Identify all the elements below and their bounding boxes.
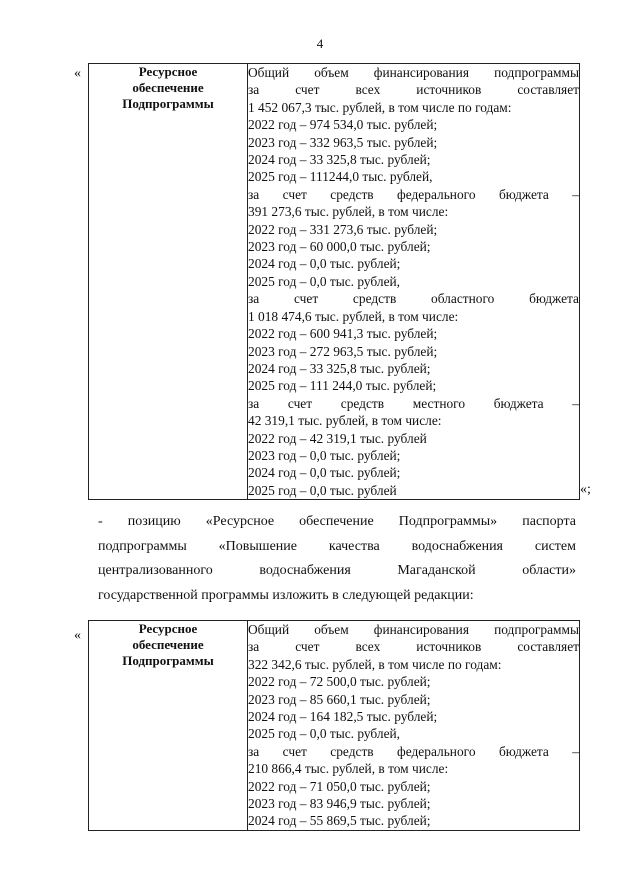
financing-line: 391 273,6 тыс. рублей, в том числе: — [248, 204, 449, 220]
financing-line: 2022 год – 600 941,3 тыс. рублей; — [248, 326, 438, 342]
opening-quote-1: « — [74, 66, 81, 81]
financing-line: 2024 год – 33 325,8 тыс. рублей; — [248, 360, 431, 376]
label-line: Подпрограммы — [122, 653, 214, 668]
financing-line: 2024 год – 55 869,5 тыс. рублей; — [248, 813, 431, 829]
amendment-paragraph — [98, 510, 576, 608]
closing-quote-1: «; — [580, 482, 591, 497]
financing-line: Общий объем финансирования подпрограммы — [248, 622, 579, 637]
financing-line: за счет средств федерального бюджета – — [248, 743, 579, 759]
financing-line: 2023 год – 332 963,5 тыс. рублей; — [248, 134, 438, 150]
financing-line: 2025 год – 0,0 тыс. рублей, — [248, 726, 401, 742]
financing-line: Общий объем финансирования подпрограммы — [248, 65, 579, 80]
financing-line: 2025 год – 0,0 тыс. рублей — [248, 482, 397, 498]
financing-line: 2024 год – 0,0 тыс. рублей; — [248, 465, 401, 481]
resource-table-old — [88, 63, 580, 500]
resource-label-cell — [89, 64, 248, 500]
financing-line: за счет средств местного бюджета – — [248, 395, 579, 411]
financing-line: 2024 год – 33 325,8 тыс. рублей; — [248, 152, 431, 168]
paragraph-line: подпрограммы «Повышение качества водоснабжения систем — [98, 538, 576, 554]
financing-line: 322 342,6 тыс. рублей, в том числе по годам: — [248, 656, 502, 672]
label-line: обеспечение — [132, 637, 204, 652]
resource-table-new — [88, 620, 580, 831]
resource-value-cell — [248, 621, 580, 831]
financing-line: 42 319,1 тыс. рублей, в том числе: — [248, 413, 442, 429]
financing-line: 210 866,4 тыс. рублей, в том числе: — [248, 761, 449, 777]
financing-line: 2025 год – 111244,0 тыс. рублей, — [248, 169, 433, 185]
opening-quote-2: « — [74, 628, 81, 643]
page-number: 4 — [316, 36, 324, 51]
financing-line: за счет средств областного бюджета — [248, 291, 579, 307]
label-line: Ресурсное — [138, 621, 198, 636]
paragraph-line: - позицию «Ресурсное обеспечение Подпрограммы» паспорта — [98, 514, 576, 529]
paragraph-line: централизованного водоснабжения Магаданской области» — [98, 563, 576, 579]
label-line: обеспечение — [132, 80, 204, 95]
financing-line: 2023 год – 272 963,5 тыс. рублей; — [248, 343, 438, 359]
financing-line: 2025 год – 111 244,0 тыс. рублей; — [248, 378, 437, 394]
financing-line: 2023 год – 60 000,0 тыс. рублей; — [248, 239, 431, 255]
financing-line: 2023 год – 0,0 тыс. рублей; — [248, 447, 401, 463]
financing-line: 2022 год – 331 273,6 тыс. рублей; — [248, 221, 438, 237]
financing-line: 2022 год – 72 500,0 тыс. рублей; — [248, 674, 431, 690]
financing-line: за счет всех источников составляет — [248, 82, 579, 98]
label-line: Ресурсное — [138, 64, 198, 79]
resource-value-cell — [248, 64, 580, 500]
financing-line: 2025 год – 0,0 тыс. рублей, — [248, 273, 401, 289]
financing-line: за счет средств федерального бюджета – — [248, 186, 579, 202]
financing-line: 2023 год – 85 660,1 тыс. рублей; — [248, 691, 431, 707]
financing-line: 2022 год – 71 050,0 тыс. рублей; — [248, 778, 431, 794]
financing-line: 2024 год – 164 182,5 тыс. рублей; — [248, 709, 438, 725]
financing-line: 2024 год – 0,0 тыс. рублей; — [248, 256, 401, 272]
financing-line: 2023 год – 83 946,9 тыс. рублей; — [248, 796, 431, 812]
resource-label-cell — [89, 621, 248, 831]
label-line: Подпрограммы — [122, 96, 214, 111]
paragraph-line: государственной программы изложить в следующей редакции: — [98, 587, 474, 603]
financing-line: 1 452 067,3 тыс. рублей, в том числе по годам: — [248, 99, 512, 115]
financing-line: 2022 год – 42 319,1 тыс. рублей — [248, 430, 427, 446]
financing-line: 2022 год – 974 534,0 тыс. рублей; — [248, 117, 438, 133]
financing-line: за счет всех источников составляет — [248, 639, 579, 655]
financing-line: 1 018 474,6 тыс. рублей, в том числе: — [248, 308, 459, 324]
